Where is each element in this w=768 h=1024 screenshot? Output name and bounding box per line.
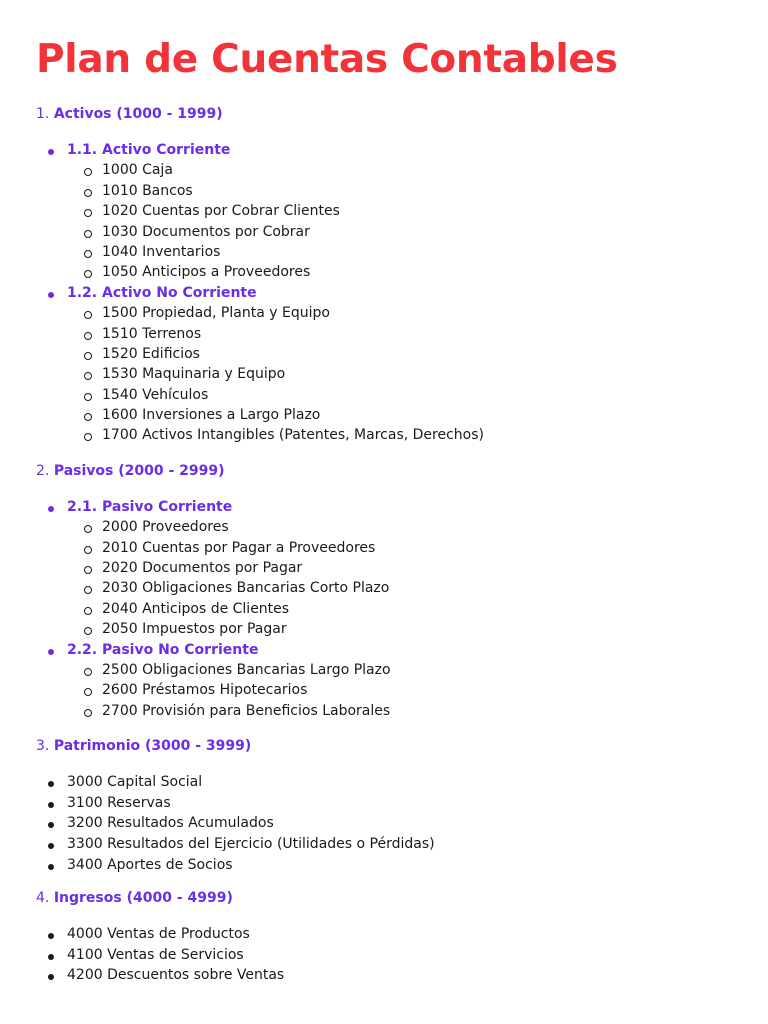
section-activos: [36, 104, 768, 446]
section-number: 1.: [36, 106, 50, 122]
account-item: 1510 Terrenos: [84, 324, 768, 344]
account-list: [48, 660, 768, 721]
account-item: 3000 Capital Social: [48, 772, 768, 793]
section-number: 4.: [36, 890, 50, 907]
section-heading: [36, 888, 768, 908]
subgroup-pasivo-corriente: [48, 497, 768, 640]
account-item: 3300 Resultados del Ejercicio (Utilidades o Pérdidas): [48, 834, 768, 855]
account-item: 2040 Anticipos de Clientes: [84, 599, 768, 619]
account-item: 1540 Vehículos: [84, 385, 768, 405]
account-list: [48, 160, 768, 282]
section-title: Pasivos (2000 - 2999): [53, 462, 225, 479]
account-item: 3200 Resultados Acumulados: [48, 813, 768, 834]
account-item: 2020 Documentos por Pagar: [84, 558, 768, 578]
account-item: 1050 Anticipos a Proveedores: [84, 262, 768, 282]
subgroup-pasivo-no-corriente: [48, 640, 768, 722]
section-pasivos: [36, 461, 768, 721]
account-item: 3100 Reservas: [48, 793, 768, 814]
account-list: [36, 772, 768, 875]
account-item: 2030 Obligaciones Bancarias Corto Plazo: [84, 578, 768, 598]
section-title: Activos (1000 - 1999): [53, 106, 223, 122]
account-item: 4100 Ventas de Servicios: [48, 945, 768, 966]
subgroup-label: 1.2. Activo No Corriente: [48, 283, 768, 303]
section-heading: [36, 736, 768, 756]
subgroup-activo-no-corriente: [48, 283, 768, 446]
subgroup-list: [36, 497, 768, 721]
account-list: [48, 517, 768, 639]
account-item: 1010 Bancos: [84, 181, 768, 201]
account-item: 1600 Inversiones a Largo Plazo: [84, 405, 768, 425]
account-item: 1700 Activos Intangibles (Patentes, Marcas, Derechos): [84, 425, 768, 445]
section-ingresos: [36, 888, 768, 986]
section-heading: [36, 104, 768, 124]
account-item: 3400 Aportes de Socios: [48, 855, 768, 876]
account-item: 1520 Edificios: [84, 344, 768, 364]
account-item: 4000 Ventas de Productos: [48, 924, 768, 945]
account-item: 2700 Provisión para Beneficios Laborales: [84, 701, 768, 721]
account-item: 4200 Descuentos sobre Ventas: [48, 965, 768, 986]
section-number: 3.: [36, 738, 50, 755]
account-item: 2000 Proveedores: [84, 517, 768, 537]
account-item: 2500 Obligaciones Bancarias Largo Plazo: [84, 660, 768, 680]
account-item: 1020 Cuentas por Cobrar Clientes: [84, 201, 768, 221]
account-item: 2600 Préstamos Hipotecarios: [84, 680, 768, 700]
section-title: Patrimonio (3000 - 3999): [53, 738, 252, 755]
account-list: [36, 924, 768, 986]
account-item: 2050 Impuestos por Pagar: [84, 619, 768, 639]
account-list: [48, 303, 768, 446]
account-item: 1500 Propiedad, Planta y Equipo: [84, 303, 768, 323]
subgroup-label: 2.1. Pasivo Corriente: [48, 497, 768, 517]
account-item: 1030 Documentos por Cobrar: [84, 222, 768, 242]
account-item: 1040 Inventarios: [84, 242, 768, 262]
page-title: Plan de Cuentas Contables: [36, 37, 618, 82]
section-heading: [36, 461, 768, 481]
subgroup-activo-corriente: [48, 140, 768, 283]
subgroup-label: 2.2. Pasivo No Corriente: [48, 640, 768, 660]
account-item: 1530 Maquinaria y Equipo: [84, 364, 768, 384]
account-item: 2010 Cuentas por Pagar a Proveedores: [84, 538, 768, 558]
section-number: 2.: [36, 462, 50, 479]
subgroup-list: [36, 140, 768, 446]
account-item: 1000 Caja: [84, 160, 768, 180]
section-title: Ingresos (4000 - 4999): [53, 890, 233, 907]
section-patrimonio: [36, 736, 768, 875]
subgroup-label: 1.1. Activo Corriente: [48, 140, 768, 160]
